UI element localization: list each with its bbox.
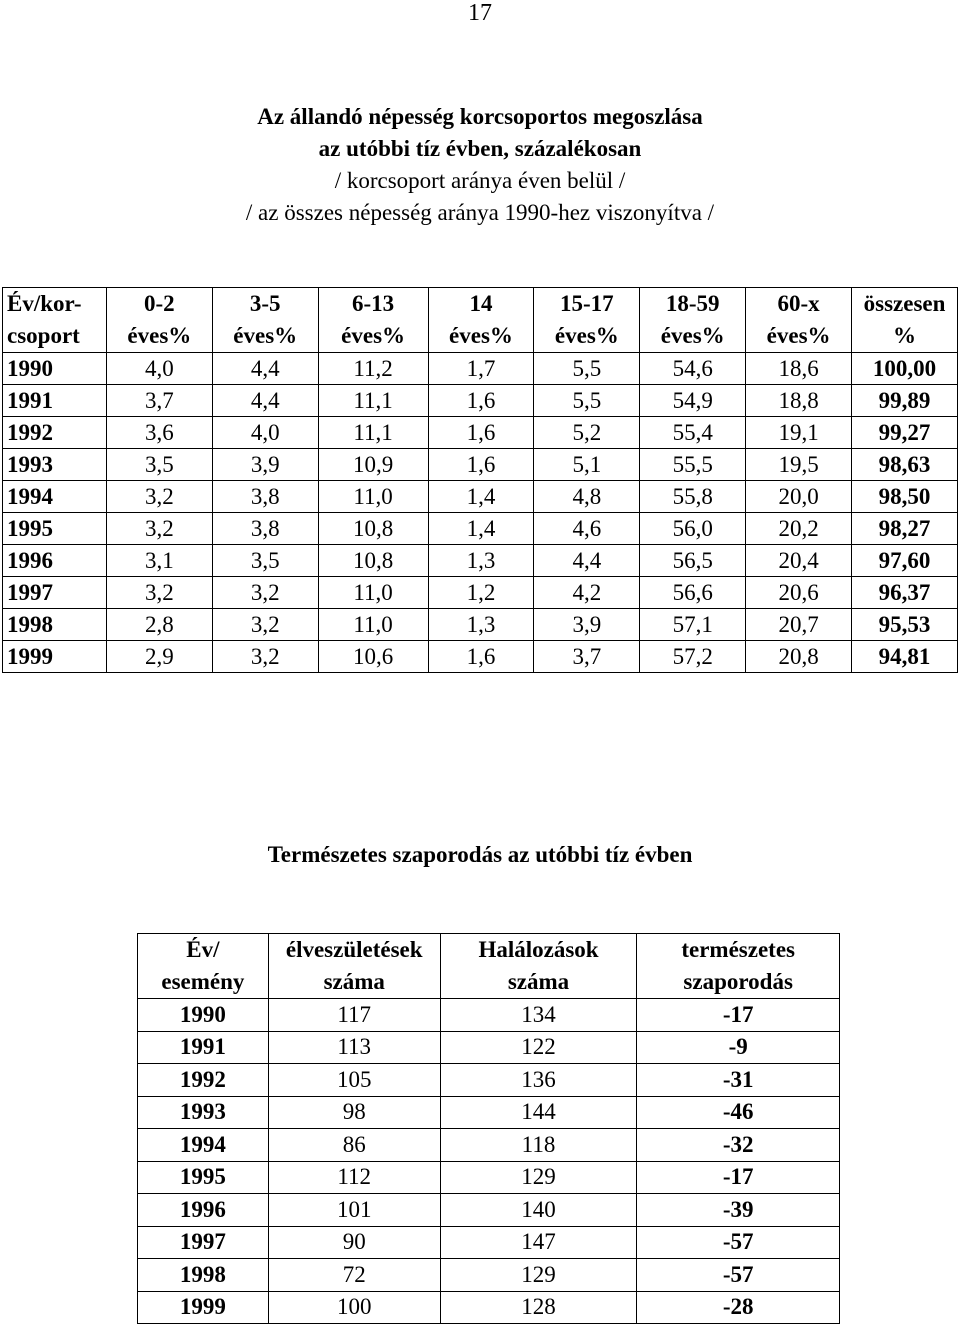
page-number: 17 (468, 0, 492, 26)
table-cell: 3,2 (106, 577, 212, 609)
table-cell: 98,27 (852, 513, 958, 545)
table-cell: 54,9 (640, 385, 746, 417)
table-cell: -39 (637, 1194, 840, 1227)
table-cell: 1996 (3, 545, 107, 577)
table-cell: 11,1 (318, 417, 428, 449)
table-cell: 1999 (3, 641, 107, 673)
table-cell: -17 (637, 1161, 840, 1194)
table-cell: 94,81 (852, 641, 958, 673)
table-row (138, 1161, 840, 1194)
section-title: Természetes szaporodás az utóbbi tíz évben (267, 842, 693, 867)
table-cell: 20,4 (746, 545, 852, 577)
table-cell: 3,8 (212, 513, 318, 545)
table-cell: -32 (637, 1129, 840, 1162)
natural_table-header-cell (138, 934, 269, 999)
page-title (0, 101, 960, 229)
table-cell: 1,6 (428, 641, 534, 673)
table-cell: 1,2 (428, 577, 534, 609)
table-cell: -31 (637, 1064, 840, 1097)
table-row (138, 1291, 840, 1324)
header-line-top: 18-59 (665, 291, 720, 316)
table-cell: 97,60 (852, 545, 958, 577)
header-line-bottom: éves% (127, 323, 192, 348)
header-line-top: 6-13 (352, 291, 395, 316)
age_table-header-cell (534, 288, 640, 353)
table-cell: 100 (268, 1291, 440, 1324)
natural-table-header (138, 934, 840, 999)
header-line-top: 0-2 (144, 291, 175, 316)
table-row (138, 999, 840, 1032)
title-line-1: Az állandó népesség korcsoportos megoszlása (257, 104, 703, 129)
age_table-header-cell (852, 288, 958, 353)
table-row (3, 513, 958, 545)
table-cell: 98,50 (852, 481, 958, 513)
table-cell: 2,8 (106, 609, 212, 641)
age-table-header (3, 288, 958, 353)
table-cell: 1990 (138, 999, 269, 1032)
table-cell: 3,5 (106, 449, 212, 481)
table-cell: 3,2 (106, 481, 212, 513)
table-cell: 56,0 (640, 513, 746, 545)
table-cell: 20,7 (746, 609, 852, 641)
header-row (3, 288, 958, 353)
table-cell: 3,9 (534, 609, 640, 641)
table-cell: 1991 (138, 1031, 269, 1064)
table-row (138, 1194, 840, 1227)
table-cell: 55,4 (640, 417, 746, 449)
table-row (138, 1129, 840, 1162)
table-cell: 3,6 (106, 417, 212, 449)
age_table-header-cell (318, 288, 428, 353)
table-row (138, 1096, 840, 1129)
table-cell: 3,9 (212, 449, 318, 481)
table-cell: 3,2 (212, 577, 318, 609)
table-cell: 20,0 (746, 481, 852, 513)
table-cell: 56,5 (640, 545, 746, 577)
table-cell: 1,6 (428, 417, 534, 449)
table-cell: 99,89 (852, 385, 958, 417)
table-cell: 1,4 (428, 481, 534, 513)
table-cell: 90 (268, 1226, 440, 1259)
table-cell: 96,37 (852, 577, 958, 609)
table-cell: 5,2 (534, 417, 640, 449)
natural_table-header-cell (637, 934, 840, 999)
table-row (3, 577, 958, 609)
title-line-2: az utóbbi tíz évben, százalékosan (318, 136, 642, 161)
table-cell: 105 (268, 1064, 440, 1097)
table-cell: 118 (440, 1129, 637, 1162)
table-cell: 5,5 (534, 385, 640, 417)
table-cell: 1,7 (428, 353, 534, 385)
table-cell: 1,3 (428, 609, 534, 641)
age_table-header-cell (3, 288, 107, 353)
table-cell: 10,8 (318, 513, 428, 545)
table-cell: 147 (440, 1226, 637, 1259)
table-cell: 11,0 (318, 609, 428, 641)
table-cell: 144 (440, 1096, 637, 1129)
table-cell: 4,6 (534, 513, 640, 545)
table-row (3, 609, 958, 641)
table-cell: 54,6 (640, 353, 746, 385)
table-cell: -17 (637, 999, 840, 1032)
header-line-top: 60-x (777, 291, 820, 316)
table-cell: 3,5 (212, 545, 318, 577)
table-cell: 113 (268, 1031, 440, 1064)
header-line-bottom: esemény (161, 969, 245, 994)
natural_table-header-cell (268, 934, 440, 999)
table-cell: 140 (440, 1194, 637, 1227)
age-distribution-table (2, 287, 958, 673)
table-cell: 117 (268, 999, 440, 1032)
title-line-3: / korcsoport aránya éven belül / (334, 168, 626, 193)
table-cell: 5,5 (534, 353, 640, 385)
header-line-top: természetes (681, 937, 795, 962)
table-row (138, 1031, 840, 1064)
header-line-bottom: szaporodás (683, 969, 793, 994)
table-cell: 1998 (3, 609, 107, 641)
table-cell: 100,00 (852, 353, 958, 385)
header-line-top: Halálozások (478, 937, 599, 962)
age_table-header-cell (746, 288, 852, 353)
header-line-bottom: éves% (449, 323, 513, 348)
table-cell: 3,2 (212, 609, 318, 641)
table-row (3, 641, 958, 673)
table-cell: 1997 (3, 577, 107, 609)
table-cell: 1996 (138, 1194, 269, 1227)
table-cell: 20,8 (746, 641, 852, 673)
table-cell: 4,4 (212, 385, 318, 417)
table-cell: 3,1 (106, 545, 212, 577)
table-cell: 4,4 (212, 353, 318, 385)
table-cell: -57 (637, 1259, 840, 1292)
table-cell: 136 (440, 1064, 637, 1097)
table-cell: 1991 (3, 385, 107, 417)
header-line-top: élveszületések (285, 937, 423, 962)
table-row (138, 1064, 840, 1097)
table-cell: 56,6 (640, 577, 746, 609)
table-cell: 57,1 (640, 609, 746, 641)
table-cell: 55,8 (640, 481, 746, 513)
natural_table-header-cell (440, 934, 637, 999)
table-cell: 1998 (138, 1259, 269, 1292)
natural-growth-table (137, 933, 840, 1324)
table-cell: 4,4 (534, 545, 640, 577)
table-cell: 1993 (3, 449, 107, 481)
header-line-top: Év/ (186, 937, 220, 962)
table-cell: -46 (637, 1096, 840, 1129)
table-row (138, 1226, 840, 1259)
table-cell: 128 (440, 1291, 637, 1324)
table-cell: 18,8 (746, 385, 852, 417)
table-cell: 98,63 (852, 449, 958, 481)
table-cell: 19,1 (746, 417, 852, 449)
table-cell: 11,1 (318, 385, 428, 417)
age_table-header-cell (212, 288, 318, 353)
table-cell: 19,5 (746, 449, 852, 481)
header-line-bottom: csoport (7, 323, 80, 348)
table-cell: 3,8 (212, 481, 318, 513)
header-line-bottom: éves% (660, 323, 725, 348)
table-cell: 1992 (138, 1064, 269, 1097)
table-row (3, 449, 958, 481)
table-row (3, 417, 958, 449)
table-cell: 1993 (138, 1096, 269, 1129)
table-cell: 20,2 (746, 513, 852, 545)
header-line-bottom: éves% (233, 323, 298, 348)
title-line-4: / az összes népesség aránya 1990-hez viszonyítva / (245, 200, 715, 225)
table-cell: 1990 (3, 353, 107, 385)
table-cell: 11,0 (318, 481, 428, 513)
header-line-bottom: száma (507, 969, 570, 994)
table-cell: 1,4 (428, 513, 534, 545)
header-row (138, 934, 840, 999)
header-line-top: 14 (469, 291, 493, 316)
table-cell: 5,1 (534, 449, 640, 481)
table-cell: 10,6 (318, 641, 428, 673)
table-row (3, 385, 958, 417)
table-row (3, 545, 958, 577)
table-cell: 3,7 (106, 385, 212, 417)
table-cell: 86 (268, 1129, 440, 1162)
table-cell: 2,9 (106, 641, 212, 673)
table-cell: 55,5 (640, 449, 746, 481)
header-line-bottom: száma (323, 969, 385, 994)
header-line-top: összesen (863, 291, 946, 316)
age_table-header-cell (640, 288, 746, 353)
table-cell: 4,0 (106, 353, 212, 385)
table-cell: 11,0 (318, 577, 428, 609)
table-cell: 4,2 (534, 577, 640, 609)
header-line-bottom: éves% (766, 323, 831, 348)
table-cell: 1994 (138, 1129, 269, 1162)
age_table-header-cell (106, 288, 212, 353)
table-row (3, 481, 958, 513)
table-cell: 122 (440, 1031, 637, 1064)
table-row (3, 353, 958, 385)
table-cell: 18,6 (746, 353, 852, 385)
table-cell: 129 (440, 1259, 637, 1292)
table-row (138, 1259, 840, 1292)
table-cell: 3,2 (212, 641, 318, 673)
table-cell: 1,3 (428, 545, 534, 577)
table-cell: 134 (440, 999, 637, 1032)
table-cell: 112 (268, 1161, 440, 1194)
table-cell: 129 (440, 1161, 637, 1194)
header-line-top: Év/kor- (7, 291, 82, 316)
table-cell: 20,6 (746, 577, 852, 609)
header-line-bottom: éves% (554, 323, 619, 348)
table-cell: 1994 (3, 481, 107, 513)
table-cell: 95,53 (852, 609, 958, 641)
table-cell: 11,2 (318, 353, 428, 385)
table-cell: -57 (637, 1226, 840, 1259)
table-cell: 3,2 (106, 513, 212, 545)
header-line-bottom: éves% (341, 323, 406, 348)
table-cell: 4,0 (212, 417, 318, 449)
table-cell: 1999 (138, 1291, 269, 1324)
table-cell: 1995 (3, 513, 107, 545)
table-cell: 1997 (138, 1226, 269, 1259)
table-cell: 10,8 (318, 545, 428, 577)
table-cell: 72 (268, 1259, 440, 1292)
table-cell: 1,6 (428, 385, 534, 417)
table-cell: 57,2 (640, 641, 746, 673)
table-cell: 1992 (3, 417, 107, 449)
table-cell: 1995 (138, 1161, 269, 1194)
header-line-top: 15-17 (560, 291, 614, 316)
age_table-header-cell (428, 288, 534, 353)
table-cell: 101 (268, 1194, 440, 1227)
age-table-body (3, 353, 958, 673)
header-line-bottom: % (893, 323, 917, 348)
table-cell: 98 (268, 1096, 440, 1129)
table-cell: 4,8 (534, 481, 640, 513)
table-cell: 10,9 (318, 449, 428, 481)
table-cell: 99,27 (852, 417, 958, 449)
table-cell: -9 (637, 1031, 840, 1064)
table-cell: 3,7 (534, 641, 640, 673)
table-cell: 1,6 (428, 449, 534, 481)
table-cell: -28 (637, 1291, 840, 1324)
header-line-top: 3-5 (249, 291, 281, 316)
natural-table-body (138, 999, 840, 1324)
